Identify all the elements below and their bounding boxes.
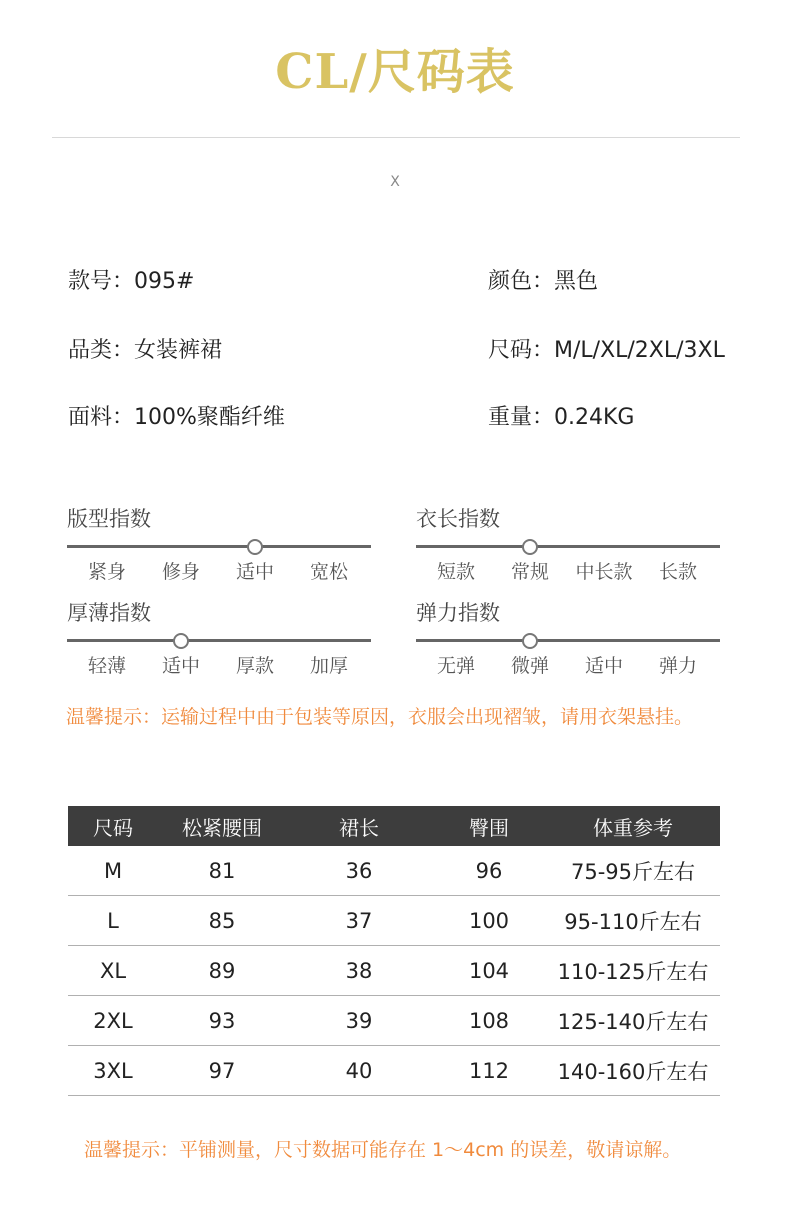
scale-tick-label: 短款	[436, 561, 475, 583]
cell-weight-ref: 125-140斤左右	[546, 996, 720, 1046]
elasticity-index-scale	[416, 599, 720, 679]
cell-size: M	[68, 846, 158, 896]
header-weight-ref: 体重参考	[546, 806, 720, 846]
table-row	[68, 1046, 720, 1096]
scale-knob	[522, 539, 538, 555]
cell-size: 2XL	[68, 996, 158, 1046]
available-sizes: 尺码：M/L/XL/2XL/3XL	[488, 338, 725, 363]
cell-skirt-length: 39	[286, 996, 432, 1046]
scale-tick-label: 轻薄	[87, 655, 126, 677]
scale-title: 厚薄指数	[67, 601, 151, 625]
style-number: 款号：095#	[68, 269, 195, 294]
title-divider	[52, 137, 740, 138]
scale-tick-label: 常规	[510, 561, 549, 583]
cell-weight-ref: 95-110斤左右	[546, 896, 720, 946]
cell-waist: 97	[158, 1046, 286, 1096]
scale-tick-label: 长款	[658, 561, 697, 583]
scale-tick-label: 适中	[161, 655, 200, 677]
product-color: 颜色：黑色	[488, 269, 599, 294]
table-row	[68, 896, 720, 946]
cell-hip: 104	[432, 946, 546, 996]
cell-size: L	[68, 896, 158, 946]
fabric-composition: 面料：100%聚酯纤维	[68, 405, 285, 430]
product-weight: 重量：0.24KG	[488, 405, 635, 430]
scale-tick-label: 修身	[161, 561, 200, 583]
scale-knob	[522, 633, 538, 649]
length-index-scale	[416, 505, 720, 585]
table-header-row	[68, 806, 720, 846]
scale-tick-label: 厚款	[235, 655, 274, 677]
cell-skirt-length: 38	[286, 946, 432, 996]
cell-weight-ref: 110-125斤左右	[546, 946, 720, 996]
header-waist: 松紧腰围	[158, 806, 286, 846]
scale-title: 版型指数	[67, 507, 151, 531]
cell-hip: 108	[432, 996, 546, 1046]
thickness-index-scale	[67, 599, 371, 679]
cell-hip: 112	[432, 1046, 546, 1096]
scale-tick-label: 无弹	[436, 655, 475, 677]
table-row	[68, 846, 720, 896]
scale-knob	[173, 633, 189, 649]
scale-track	[416, 545, 720, 548]
cell-size: 3XL	[68, 1046, 158, 1096]
cell-skirt-length: 36	[286, 846, 432, 896]
cell-skirt-length: 37	[286, 896, 432, 946]
scale-knob	[247, 539, 263, 555]
cell-weight-ref: 140-160斤左右	[546, 1046, 720, 1096]
wrinkle-tip: 温馨提示：运输过程中由于包装等原因，衣服会出现褶皱，请用衣架悬挂。	[66, 706, 694, 728]
page-title: CL/尺码表	[275, 44, 515, 100]
cell-weight-ref: 75-95斤左右	[546, 846, 720, 896]
scale-track	[416, 639, 720, 642]
scale-tick-label: 中长款	[575, 561, 633, 583]
scale-tick-label: 宽松	[309, 561, 348, 583]
product-category: 品类：女装裤裙	[68, 338, 223, 363]
cell-waist: 81	[158, 846, 286, 896]
cell-size: XL	[68, 946, 158, 996]
cell-waist: 85	[158, 896, 286, 946]
size-table	[68, 806, 720, 1096]
header-hip: 臀围	[432, 806, 546, 846]
scale-tick-label: 加厚	[309, 655, 348, 677]
scale-track	[67, 545, 371, 548]
measure-tip: 温馨提示：平铺测量，尺寸数据可能存在 1～4cm 的误差，敬请谅解。	[84, 1139, 682, 1161]
header-skirt-length: 裙长	[286, 806, 432, 846]
fit-index-scale	[67, 505, 371, 585]
cell-skirt-length: 40	[286, 1046, 432, 1096]
cell-hip: 100	[432, 896, 546, 946]
table-row	[68, 946, 720, 996]
scale-tick-label: 微弹	[510, 655, 549, 677]
scale-tick-label: 适中	[584, 655, 623, 677]
table-row	[68, 996, 720, 1046]
scale-track	[67, 639, 371, 642]
header-size: 尺码	[68, 806, 158, 846]
scale-tick-label: 紧身	[87, 561, 126, 583]
cell-hip: 96	[432, 846, 546, 896]
cell-waist: 93	[158, 996, 286, 1046]
center-mark: X	[390, 174, 400, 190]
scale-title: 弹力指数	[416, 601, 500, 625]
scale-tick-label: 适中	[235, 561, 274, 583]
scale-tick-label: 弹力	[658, 655, 697, 677]
scale-title: 衣长指数	[416, 507, 500, 531]
cell-waist: 89	[158, 946, 286, 996]
